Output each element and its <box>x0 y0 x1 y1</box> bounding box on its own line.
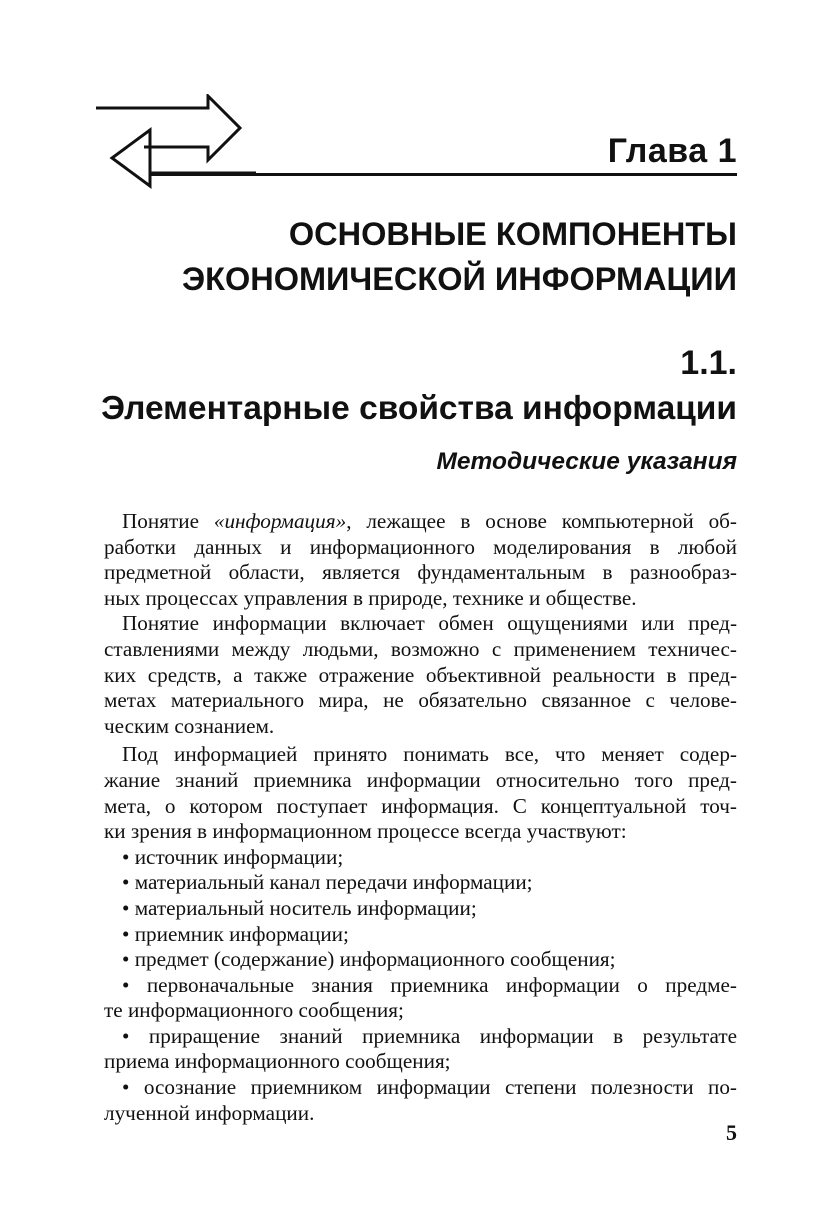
text-line: Понятие информации включает обмен ощущениями или пред- <box>122 611 737 636</box>
chapter-label: Глава 1 <box>607 132 737 170</box>
list-item: • предмет (содержание) информационного сообщения; <box>122 947 616 972</box>
list-item: • источник информации; <box>122 844 344 869</box>
body-text <box>104 509 737 1126</box>
chapter-title <box>182 212 737 302</box>
page-number: 5 <box>726 1120 737 1145</box>
text-line: мета, о котором поступает информация. С концептуальной точ- <box>104 793 737 818</box>
subsection-title: Методические указания <box>436 448 737 475</box>
list-item: • первоначальные знания приемника информации о предме- <box>122 972 737 997</box>
chapter-title-line: ОСНОВНЫЕ КОМПОНЕНТЫ <box>288 216 737 252</box>
text-line: ких средств, а также отражение объективной реальности в пред- <box>104 662 737 687</box>
text-line: метах материального мира, не обязательно связанное с челове- <box>104 688 737 713</box>
section-number: 1.1. <box>680 344 737 382</box>
section-title: Элементарные свойства информации <box>101 390 737 427</box>
double-arrow-icon <box>96 94 256 194</box>
list-item: • осознание приемником информации степени полезности по- <box>122 1075 737 1100</box>
list-item-continuation: лученной информации. <box>104 1100 315 1125</box>
text-line: ных процессах управления в природе, технике и обществе. <box>104 585 637 610</box>
list-item: • материальный канал передачи информации; <box>122 870 533 895</box>
text-line: ческим сознанием. <box>104 713 275 738</box>
text-line: ки зрения в информационном процессе всегда участвуют: <box>104 819 627 844</box>
list-item: • приемник информации; <box>122 921 349 946</box>
list-item-continuation: приема информационного сообщения; <box>104 1049 451 1074</box>
text-line: Под информацией принято понимать все, что меняет содер- <box>122 742 737 767</box>
list-item: • материальный носитель информации; <box>122 895 477 920</box>
chapter-rule <box>150 173 737 176</box>
text-line: работки данных и информационного моделирования в любой <box>104 534 737 559</box>
list-item: • приращение знаний приемника информации в результате <box>122 1023 737 1048</box>
list-item-continuation: те информационного сообщения; <box>104 998 404 1023</box>
chapter-title-line: ЭКОНОМИЧЕСКОЙ ИНФОРМАЦИИ <box>181 261 737 297</box>
text-line: Понятие «информация», лежащее в основе компьютерной об- <box>122 509 737 533</box>
text-line: жание знаний приемника информации относительно того пред- <box>104 767 737 792</box>
emphasis-term: «информация» <box>213 509 347 533</box>
text-line: ставлениями между людьми, возможно с применением техничес- <box>104 636 737 661</box>
text-line: предметной области, является фундаментальным в разнообраз- <box>104 560 737 585</box>
